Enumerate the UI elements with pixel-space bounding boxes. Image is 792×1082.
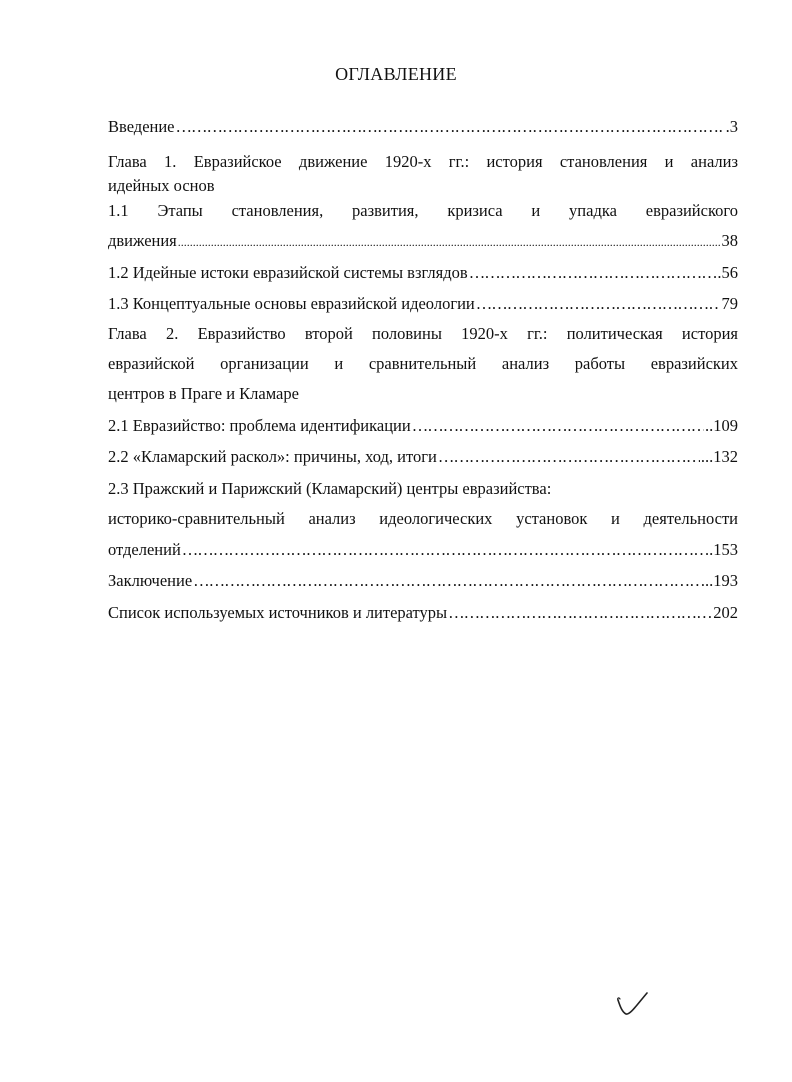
toc-section-1-1-line-1: 1.1 Этапы становления, развития, кризиса и упадка евразийского <box>108 201 738 220</box>
dot-leader <box>438 447 700 467</box>
toc-entry-text: 1.3 Концептуальные основы евразийской идеологии <box>108 294 475 313</box>
toc-chapter-1-line-1: Глава 1. Евразийское движение 1920-х гг.: история становления и анализ <box>108 152 738 171</box>
toc-page-number: .56 <box>717 263 738 282</box>
toc-page-number: .153 <box>709 540 738 559</box>
toc-entry-text: Введение <box>108 117 175 136</box>
toc-section-1-2 <box>108 263 738 283</box>
toc-chapter-2-line-2: евразийской организации и сравнительный анализ работы евразийских <box>108 354 738 373</box>
toc-section-2-2 <box>108 447 738 467</box>
toc-section-2-1 <box>108 416 738 436</box>
toc-page-number: .3 <box>725 117 738 136</box>
toc-entry-text: движения <box>108 231 177 250</box>
toc-chapter-2-line-1: Глава 2. Евразийство второй половины 1920-х гг.: политическая история <box>108 324 738 343</box>
toc-entry-text: Список используемых источников и литературы <box>108 603 448 622</box>
toc-entry-text: 2.2 «Кламарский раскол»: причины, ход, итоги <box>108 447 437 466</box>
toc-entry-sources <box>108 603 738 623</box>
toc-chapter-1-line-2: идейных основ <box>108 176 215 195</box>
dot-leader <box>178 231 721 252</box>
toc-section-1-1-line-2 <box>108 231 738 252</box>
dot-leader <box>448 603 712 623</box>
handwritten-mark-icon <box>614 990 650 1018</box>
toc-entry-text: 1.2 Идейные истоки евразийской системы взглядов <box>108 263 468 282</box>
toc-entry-conclusion <box>108 571 738 591</box>
dot-leader <box>193 571 704 591</box>
toc-entry-text: Заключение <box>108 571 193 590</box>
toc-page-number: 202 <box>713 603 738 622</box>
toc-page-number: 38 <box>721 231 738 250</box>
toc-chapter-2-line-3: центров в Праге и Кламаре <box>108 384 299 403</box>
dot-leader <box>476 294 721 314</box>
toc-entry-text: отделений <box>108 540 181 559</box>
toc-section-2-3-line-3 <box>108 540 738 560</box>
toc-section-1-3 <box>108 294 738 314</box>
dot-leader <box>412 416 704 436</box>
dot-leader <box>176 117 725 137</box>
dot-leader <box>469 263 717 283</box>
toc-page-number: ..109 <box>705 416 738 435</box>
toc-entry-introduction <box>108 117 738 137</box>
dot-leader <box>182 540 708 560</box>
toc-section-2-3-line-1: 2.3 Пражский и Парижский (Кламарский) центры евразийства: <box>108 479 552 498</box>
toc-page-number: ..193 <box>705 571 738 590</box>
toc-entry-text: 2.1 Евразийство: проблема идентификации <box>108 416 411 435</box>
toc-section-2-3-line-2: историко-сравнительный анализ идеологических установок и деятельности <box>108 509 738 528</box>
toc-page-number: 79 <box>721 294 738 313</box>
toc-page-number: ...132 <box>700 447 738 466</box>
page-title: ОГЛАВЛЕНИЕ <box>335 64 457 84</box>
